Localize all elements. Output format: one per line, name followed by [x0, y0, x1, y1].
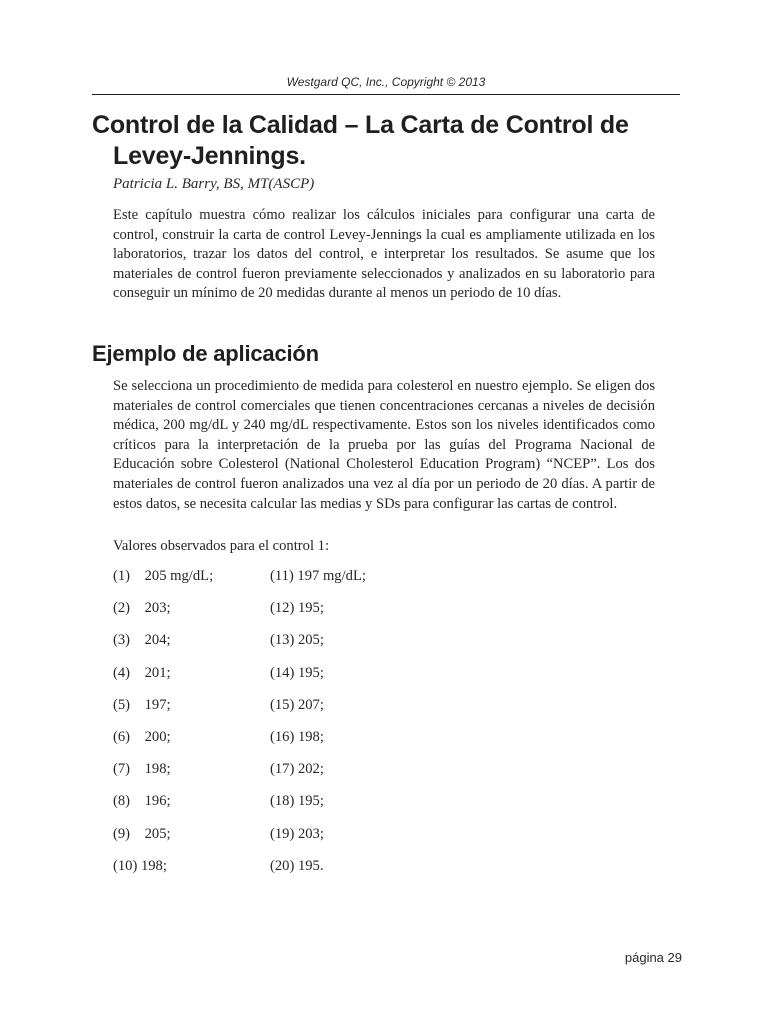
value-cell: (13) 205;	[270, 632, 324, 649]
values-list	[113, 568, 533, 890]
value-cell: (2) 203;	[113, 600, 171, 617]
values-label: Valores observados para el control 1:	[113, 538, 329, 554]
value-row	[113, 858, 533, 890]
value-cell: (12) 195;	[270, 600, 324, 617]
value-cell: (5) 197;	[113, 696, 171, 713]
value-row	[113, 600, 533, 632]
value-row	[113, 793, 533, 825]
value-cell: (18) 195;	[270, 793, 324, 810]
value-cell: (6) 200;	[113, 728, 171, 745]
example-paragraph: Se selecciona un procedimiento de medida para colesterol en nuestro ejemplo. Se eligen dos materiales de control comerciales que tienen concentraciones cercanas a niveles de decisión médica, 200 mg/dL y 240 mg/dL respectivamente. Estos son los niveles identificados como críticos para la interpretación de la prueba por las guías del Programa Nacional de Educación sobre Colesterol (National Cholesterol Education Program) “NCEP”. Los dos materiales de control fueron analizados una vez al día por un periodo de 20 días. A partir de estos datos, se necesita calcular las medias y SDs para configurar las cartas de control.	[113, 378, 655, 512]
value-cell: (8) 196;	[113, 793, 171, 810]
value-row	[113, 761, 533, 793]
header-rule	[92, 94, 680, 95]
page-number: página 29	[624, 950, 682, 965]
value-cell: (3) 204;	[113, 632, 171, 649]
value-cell: (19) 203;	[270, 825, 324, 842]
value-row	[113, 729, 533, 761]
value-row	[113, 665, 533, 697]
intro-paragraph: Este capítulo muestra cómo realizar los cálculos iniciales para configurar una carta de control, construir la carta de control Levey-Jennings la cual es ampliamente utilizada en los laboratorios, trazar los datos del control, e interpretar los resultados. Se asume que los materiales de control fueron previamente seleccionados y analizados en su laboratorio para conseguir un mínimo de 20 medidas durante al menos un periodo de 10 días.	[113, 207, 655, 302]
value-row	[113, 632, 533, 664]
value-cell: (1) 205 mg/dL;	[113, 568, 214, 584]
value-row	[113, 826, 533, 858]
chapter-title: Control de la Calidad – La Carta de Control de Levey-Jennings.	[92, 111, 629, 170]
value-cell: (4) 201;	[113, 664, 171, 681]
value-cell: (20) 195.	[270, 857, 324, 874]
section-heading: Ejemplo de aplicación	[92, 341, 319, 366]
value-cell: (17) 202;	[270, 761, 324, 778]
value-cell: (9) 205;	[113, 825, 171, 842]
value-cell: (7) 198;	[113, 761, 171, 778]
value-cell: (16) 198;	[270, 728, 324, 745]
value-cell: (15) 207;	[270, 696, 324, 713]
author-line: Patricia L. Barry, BS, MT(ASCP)	[113, 176, 315, 192]
value-cell: (11) 197 mg/dL;	[270, 568, 366, 584]
value-row	[113, 568, 533, 600]
value-cell: (10) 198;	[113, 857, 167, 874]
value-row	[113, 697, 533, 729]
running-header: Westgard QC, Inc., Copyright © 2013	[286, 75, 486, 89]
value-cell: (14) 195;	[270, 664, 324, 681]
